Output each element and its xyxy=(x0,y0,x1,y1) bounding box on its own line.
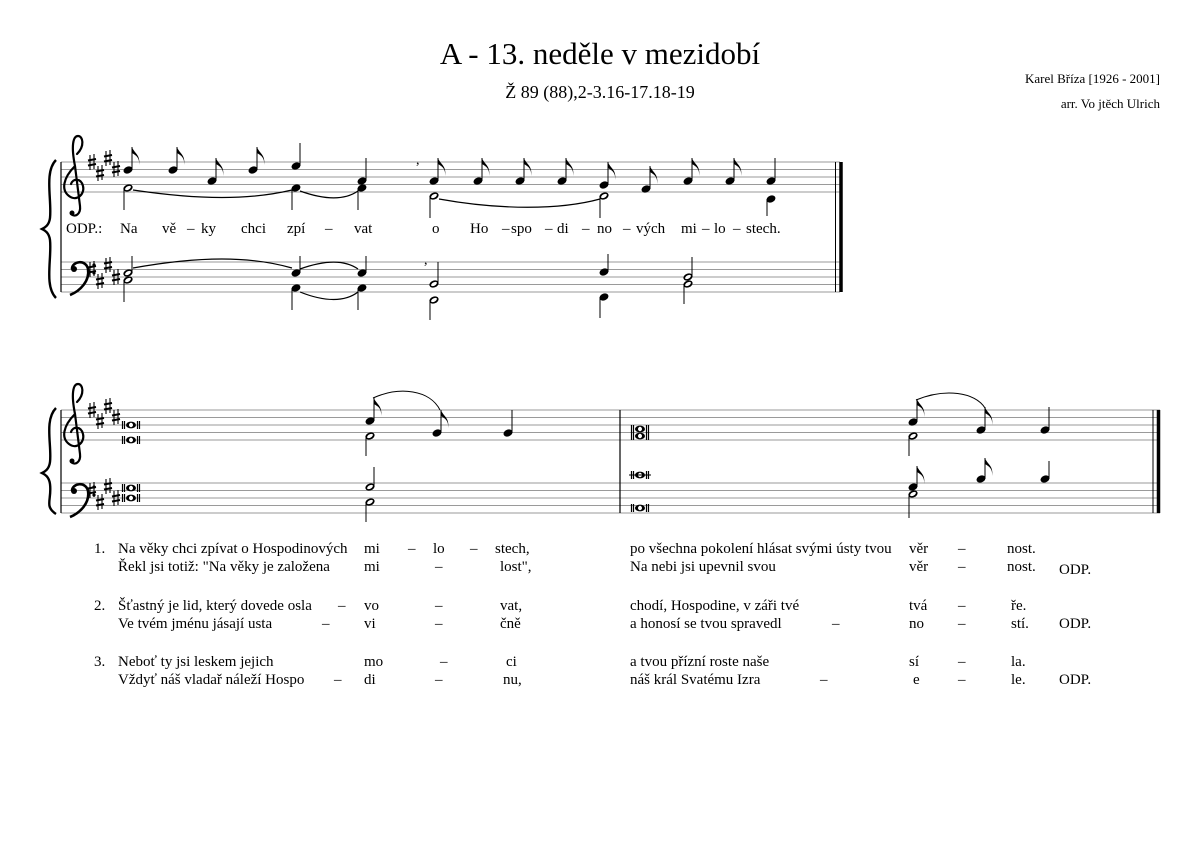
bass-staff xyxy=(61,262,840,292)
odp-marker: ODP. xyxy=(1059,562,1092,578)
svg-text:mi: mi xyxy=(364,541,380,557)
svg-text:–: – xyxy=(958,672,966,688)
svg-text:věr: věr xyxy=(909,541,929,557)
svg-text:mo: mo xyxy=(364,654,384,670)
svg-text:–: – xyxy=(338,598,346,614)
svg-text:–: – xyxy=(408,541,416,557)
svg-text:mi: mi xyxy=(364,559,380,575)
svg-text:Na: Na xyxy=(120,221,138,237)
svg-text:spo: spo xyxy=(511,221,532,237)
svg-text:tvá: tvá xyxy=(909,598,928,614)
arranger-credit: arr. Vo jtěch Ulrich xyxy=(1060,96,1160,111)
svg-text:vat: vat xyxy=(354,221,373,237)
svg-text:–: – xyxy=(187,221,195,237)
svg-text:Neboť ty jsi leskem jejich: Neboť ty jsi leskem jejich xyxy=(118,654,274,670)
svg-text:vo: vo xyxy=(364,598,379,614)
svg-text:chodí, Hospodine, v záři tvé: chodí, Hospodine, v záři tvé xyxy=(630,598,800,614)
brace xyxy=(42,160,56,298)
svg-text:–: – xyxy=(582,221,590,237)
svg-text:a tvou přízní roste naše: a tvou přízní roste naše xyxy=(630,654,770,670)
svg-text:–: – xyxy=(958,559,966,575)
verse-3 xyxy=(94,654,1091,688)
svg-text:Ho: Ho xyxy=(470,221,489,237)
svg-text:–: – xyxy=(435,616,443,632)
svg-text:nu,: nu, xyxy=(503,672,522,688)
svg-text:stech,: stech, xyxy=(495,541,530,557)
svg-text:–: – xyxy=(958,598,966,614)
svg-text:o: o xyxy=(432,221,440,237)
svg-text:–: – xyxy=(470,541,478,557)
verse-1 xyxy=(94,541,1091,578)
treble-clef-icon xyxy=(64,384,83,464)
key-signature-treble xyxy=(88,398,120,429)
svg-text:,: , xyxy=(424,253,428,268)
psalm-reference: Ž 89 (88),2-3.16-17.18-19 xyxy=(505,82,695,102)
svg-text:di: di xyxy=(364,672,376,688)
svg-text:Vždyť náš vladař náleží Hospo: Vždyť náš vladař náleží Hospo xyxy=(118,672,305,688)
svg-text:věr: věr xyxy=(909,559,929,575)
system-2 xyxy=(42,384,1160,522)
svg-text:–: – xyxy=(958,616,966,632)
svg-text:–: – xyxy=(325,221,333,237)
svg-text:po všechna pokolení hlásat svý: po všechna pokolení hlásat svými ústy tvou xyxy=(630,541,892,557)
svg-text:vých: vých xyxy=(636,221,666,237)
treble-clef-icon xyxy=(64,136,83,216)
verses-table xyxy=(94,541,1091,688)
svg-text:Řekl jsi totiž: "Na věky je za: Řekl jsi totiž: "Na věky je založena xyxy=(118,559,330,575)
svg-text:la.: la. xyxy=(1011,654,1026,670)
svg-text:,: , xyxy=(416,153,420,168)
treble-staff xyxy=(61,410,1160,440)
svg-text:čně: čně xyxy=(500,616,521,632)
svg-text:stí.: stí. xyxy=(1011,616,1029,632)
system-1 xyxy=(42,136,841,320)
key-signature-treble xyxy=(88,150,120,181)
svg-text:Na věky chci zpívat o Hospodin: Na věky chci zpívat o Hospodinových xyxy=(118,541,348,557)
svg-text:–: – xyxy=(435,598,443,614)
brace xyxy=(42,408,56,514)
svg-text:–: – xyxy=(958,654,966,670)
svg-text:Na nebi jsi upevnil svou: Na nebi jsi upevnil svou xyxy=(630,559,776,575)
response-label: ODP.: xyxy=(66,221,103,237)
svg-text:–: – xyxy=(322,616,330,632)
page-title: A - 13. neděle v mezidobí xyxy=(439,36,761,71)
svg-text:Ve tvém jménu jásají usta: Ve tvém jménu jásají usta xyxy=(118,616,273,632)
svg-text:le.: le. xyxy=(1011,672,1026,688)
svg-text:náš král Svatému Izra: náš král Svatému Izra xyxy=(630,672,761,688)
svg-text:vat,: vat, xyxy=(500,598,523,614)
svg-text:vě: vě xyxy=(162,221,177,237)
svg-text:–: – xyxy=(623,221,631,237)
svg-text:di: di xyxy=(557,221,569,237)
svg-text:lo: lo xyxy=(433,541,445,557)
svg-text:–: – xyxy=(832,616,840,632)
svg-text:–: – xyxy=(440,654,448,670)
tenor-bass-notes xyxy=(122,253,693,320)
svg-text:vi: vi xyxy=(364,616,376,632)
svg-text:no: no xyxy=(909,616,924,632)
response-lyrics xyxy=(66,221,781,237)
svg-text:no: no xyxy=(597,221,612,237)
soprano-notes xyxy=(122,143,776,194)
svg-text:stech.: stech. xyxy=(746,221,781,237)
odp-marker: ODP. xyxy=(1059,616,1092,632)
svg-text:chci: chci xyxy=(241,221,266,237)
treble-staff xyxy=(61,162,840,192)
svg-text:–: – xyxy=(545,221,553,237)
svg-text:nost.: nost. xyxy=(1007,559,1036,575)
svg-text:sí: sí xyxy=(909,654,920,670)
svg-text:–: – xyxy=(435,672,443,688)
svg-text:e: e xyxy=(913,672,920,688)
svg-text:–: – xyxy=(334,672,342,688)
svg-text:zpí: zpí xyxy=(287,221,306,237)
svg-text:–: – xyxy=(733,221,741,237)
alto-notes xyxy=(122,183,776,218)
svg-text:–: – xyxy=(435,559,443,575)
svg-text:1.: 1. xyxy=(94,541,106,557)
composer-credit: Karel Bříza [1926 - 2001] xyxy=(1024,71,1160,86)
odp-marker: ODP. xyxy=(1059,672,1092,688)
svg-text:3.: 3. xyxy=(94,654,106,670)
svg-text:ci: ci xyxy=(506,654,517,670)
svg-text:–: – xyxy=(502,221,510,237)
svg-text:ky: ky xyxy=(201,221,216,237)
bass-staff xyxy=(61,483,1160,513)
svg-text:nost.: nost. xyxy=(1007,541,1036,557)
svg-text:a honosí se tvou spravedl: a honosí se tvou spravedl xyxy=(630,616,782,632)
verse-2 xyxy=(94,597,1091,632)
svg-text:ře.: ře. xyxy=(1011,598,1027,614)
svg-text:lo: lo xyxy=(714,221,726,237)
svg-text:Šťastný je lid, který dovede o: Šťastný je lid, který dovede osla xyxy=(118,598,312,614)
svg-text:–: – xyxy=(958,541,966,557)
svg-text:lost",: lost", xyxy=(500,559,532,575)
svg-text:mi: mi xyxy=(681,221,697,237)
svg-text:–: – xyxy=(702,221,710,237)
bass-clef-icon xyxy=(70,484,96,517)
svg-text:–: – xyxy=(820,672,828,688)
svg-text:2.: 2. xyxy=(94,598,106,614)
